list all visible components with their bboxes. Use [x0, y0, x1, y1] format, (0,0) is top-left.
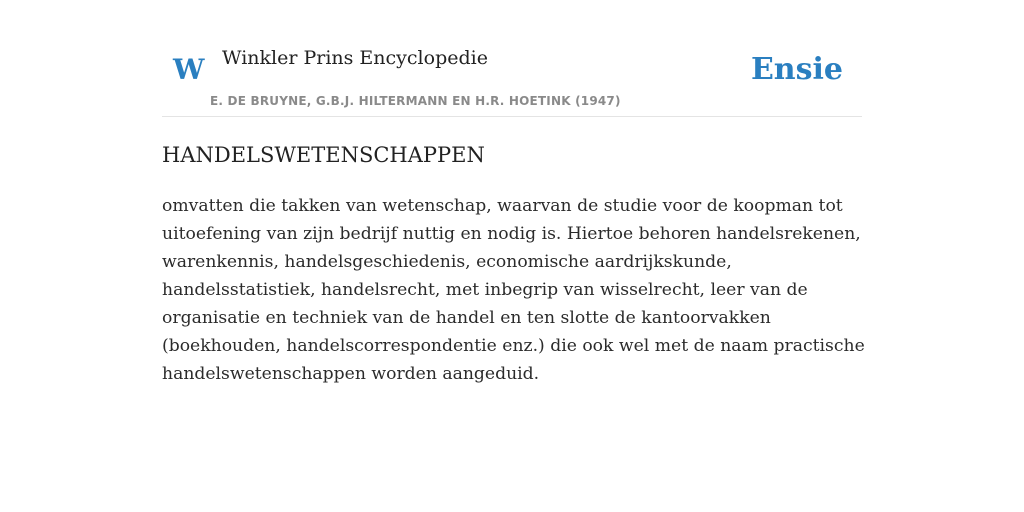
entry-body-line: warenkennis, handelsgeschiedenis, economische aardrijkskunde, — [162, 252, 732, 272]
entry-body-line: organisatie en techniek van de handel en ten slotte de kantoorvakken — [162, 308, 771, 328]
entry-title: HANDELSWETENSCHAPPEN — [162, 143, 485, 167]
source-authors: E. DE BRUYNE, G.B.J. HILTERMANN EN H.R. HOETINK (1947) — [210, 94, 621, 108]
entry-body-line: (boekhouden, handelscorrespondentie enz.) die ook wel met de naam practische — [162, 336, 865, 356]
entry-body-line: handelsstatistiek, handelsrecht, met inbegrip van wisselrecht, leer van de — [162, 280, 808, 300]
source-title-link[interactable]: Winkler Prins Encyclopedie — [222, 47, 488, 69]
source-header — [162, 0, 862, 117]
entry-body-line: uitoefening van zijn bedrijf nuttig en nodig is. Hiertoe behoren handelsrekenen, — [162, 224, 861, 244]
entry-body-line: handelswetenschappen worden aangeduid. — [162, 364, 540, 384]
brand-logo[interactable]: Ensie — [750, 52, 843, 87]
source-logo[interactable]: W — [173, 53, 205, 86]
entry-body-line: omvatten die takken van wetenschap, waarvan de studie voor de koopman tot — [162, 196, 843, 216]
entry-body — [162, 192, 865, 388]
